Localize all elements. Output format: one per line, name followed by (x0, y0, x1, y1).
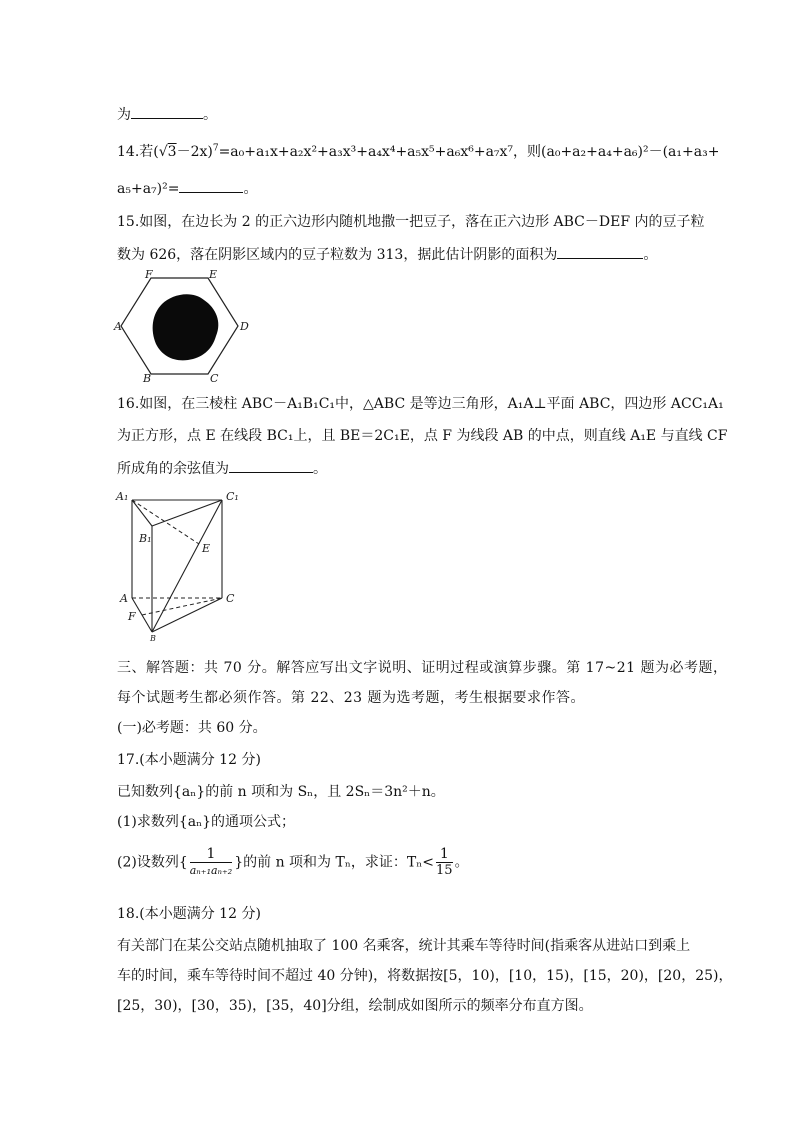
fraction-1-over-a: $\frac{1}{\text{aₙ₊₁aₙ₊₂}}$ (189, 846, 233, 877)
question-18-line-1: 有关部门在某公交站点随机抽取了 100 名乘客，统计其乘车等待时间(指乘客从进站口到乘上 (117, 938, 691, 954)
label-E: E (209, 268, 218, 281)
label-A1: A₁ (116, 490, 129, 503)
label-E: E (202, 542, 211, 555)
edge-A1B1 (132, 500, 152, 526)
answer-blank (557, 244, 643, 259)
answer-blank (179, 178, 243, 193)
question-17-line-1: 已知数列{aₙ}的前 n 项和为 Sₙ，且 2Sₙ＝3n²＋n。 (117, 784, 445, 800)
label-A: A (114, 320, 122, 333)
label-B: B (150, 634, 156, 642)
label-F: F (128, 610, 136, 623)
sqrt-symbol: √ (158, 144, 168, 160)
question-14-line-1: 14.若$(√3-2x)^7=a_0+a_1x+a_2x^2+a_3x^3+a_4x^4+a_5x^5+a_6x^6+a_7x^7$，则(a₀+a₂+a₄+a₆)²－(a₁+a₃+ (117, 143, 720, 160)
question-14-line-2: a₅+a₇)²= 。 (117, 178, 257, 199)
question-17-title: 17.(本小题满分 12 分) (117, 752, 261, 768)
answer-blank (131, 104, 203, 119)
label-C: C (210, 372, 219, 384)
shaded-region (153, 294, 219, 360)
label-D: D (240, 320, 249, 333)
question-18-line-2: 车的时间，乘车等待时间不超过 40 分钟)，将数据按[5，10)，[10，15)，[15，20)，[20，25)， (117, 968, 733, 984)
section-3-line-1: 三、解答题：共 70 分。解答应写出文字说明、证明过程或演算步骤。第 17~21 题为必考题， (117, 660, 728, 676)
hexagon-figure (112, 268, 252, 384)
label-A: A (120, 592, 128, 605)
edge-B1C1 (152, 500, 222, 526)
question-18-line-3: [25，30)，[30，35)，[35，40]分组，绘制成如图所示的频率分布直方图。 (117, 998, 593, 1014)
question-16-line-2: 为正方形，点 E 在线段 BC₁上，且 BE＝2C₁E，点 F 为线段 AB 的中点，则直线 A₁E 与直线 CF (117, 428, 728, 444)
label-B1: B₁ (139, 532, 152, 545)
edge-BC (152, 598, 222, 632)
section-3-line-2: 每个试题考生都必须作答。第 22、23 题为选考题，考生根据要求作答。 (117, 690, 586, 706)
question-17-part-1: (1)求数列{aₙ}的通项公式； (117, 814, 296, 830)
prism-figure (112, 486, 252, 642)
fraction-1-over-15: $\frac{1}{15}$ (436, 846, 453, 878)
question-16-line-1: 16.如图，在三棱柱 ABC－A₁B₁C₁中，△ABC 是等边三角形，A₁A⊥平面 ABC，四边形 ACC₁A₁ (117, 396, 724, 412)
label-F: F (145, 268, 153, 281)
section-3-line-3: (一)必考题：共 60 分。 (117, 720, 267, 736)
text-line-fill-blank: 为 。 (117, 104, 217, 125)
label-C1: C₁ (226, 490, 239, 503)
question-18-title: 18.(本小题满分 12 分) (117, 906, 261, 922)
question-15-line-2: 数为 626，落在阴影区域内的豆子粒数为 313，据此估计阴影的面积为 。 (117, 244, 657, 265)
question-15-line-1: 15.如图，在边长为 2 的正六边形内随机地撒一把豆子，落在正六边形 ABC－DEF 内的豆子粒 (117, 214, 705, 230)
label-B: B (143, 372, 152, 384)
question-16-line-3: 所成角的余弦值为 。 (117, 458, 327, 479)
segment-CF (142, 598, 222, 615)
question-17-part-2: (2)设数列{ $\frac{1}{\text{aₙ₊₁aₙ₊₂}}$ }的前 n 项和为 Tₙ，求证：Tₙ< $\frac{1}{15}$ 。 (117, 846, 469, 878)
label-C: C (226, 592, 235, 605)
answer-blank (229, 458, 313, 473)
